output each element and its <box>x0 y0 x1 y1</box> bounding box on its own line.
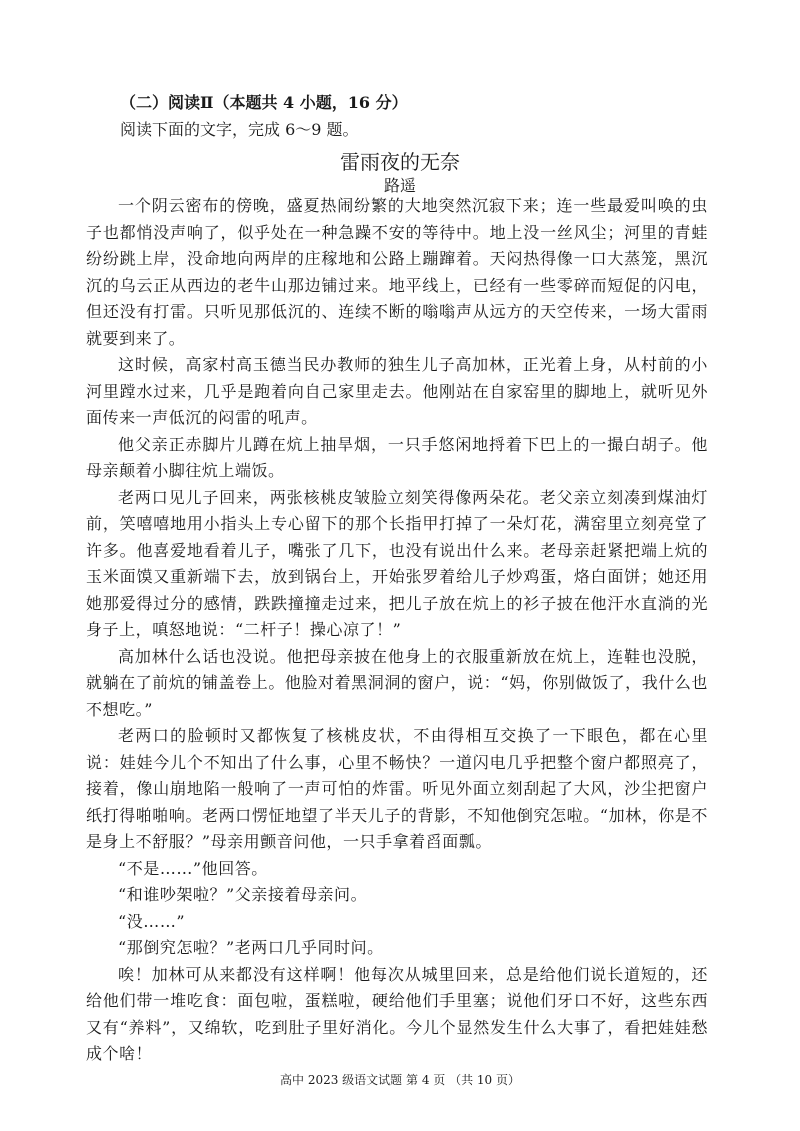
paragraph: 一个阴云密布的傍晚，盛夏热闹纷繁的大地突然沉寂下来；连一些最爱叫唤的虫子也都悄没声响了，似乎处在一种急躁不安的等待中。地上没一丝风尘；河里的青蛙纷纷跳上岸，没命地向两岸的庄稼地和公路上蹦蹿着。天闷热得像一口大蒸笼，黑沉沉的乌云正从西边的老牛山那边铺过来。地平线上，已经有一些零碎而短促的闪电，但还没有打雷。只听见那低沉的、连续不断的嗡嗡声从远方的天空传来，一场大雷雨就要到来了。 <box>86 196 708 348</box>
dialogue-line: “不是……”他回答。 <box>118 858 268 878</box>
article-title: 雷雨夜的无奈 <box>340 150 460 174</box>
reading-instruction: 阅读下面的文字，完成 6～9 题。 <box>120 120 359 139</box>
dialogue-line: “那倒究怎啦？”老两口几乎同时问。 <box>118 938 384 957</box>
paragraph: 唉！加林可从来都没有这样啊！他每次从城里回来，总是给他们说长道短的，还给他们带一堆吃食：面包啦，蛋糕啦，硬给他们手里塞；说他们牙口不好，这些东西又有“养料”，又绵软，吃到肚子里好消化。今儿个显然发生什么大事了，看把娃娃愁成个啥！ <box>86 964 708 1063</box>
paragraph: 他父亲正赤脚片儿蹲在炕上抽旱烟，一只手悠闲地捋着下巴上的一撮白胡子。他母亲颠着小脚往炕上端饭。 <box>86 434 708 480</box>
section-heading: （二）阅读Ⅱ（本题共 4 小题，16 分） <box>120 93 408 112</box>
paragraph: 老两口见儿子回来，两张核桃皮皱脸立刻笑得像两朵花。老父亲立刻凑到煤油灯前，笑嘻嘻地用小指头上专心留下的那个长指甲打掉了一朵灯花，满窑里立刻亮堂了许多。他喜爱地看着儿子，嘴张了几下，也没有说出什么来。老母亲赶紧把端上炕的玉米面馍又重新端下去，放到锅台上，开始张罗着给儿子炒鸡蛋，烙白面饼；她还用她那爱得过分的感情，跌跌撞撞走过来，把儿子放在炕上的衫子披在他汗水直淌的光身子上，嗔怒地说：“二杆子！操心凉了！” <box>86 487 708 639</box>
page-footer: 高中 2023 级语文试题 第 4 页 （共 10 页） <box>280 1073 520 1087</box>
paragraph: 这时候，高家村高玉德当民办教师的独生儿子高加林，正光着上身，从村前的小河里蹚水过来，几乎是跑着向自己家里走去。他刚站在自家窑里的脚地上，就听见外面传来一声低沉的闷雷的吼声。 <box>86 355 708 427</box>
dialogue-line: “没……” <box>118 911 186 931</box>
paragraph: 高加林什么话也没说。他把母亲披在他身上的衣服重新放在炕上，连鞋也没脱，就躺在了前炕的铺盖卷上。他脸对着黑洞洞的窗户，说：“妈，你别做饭了，我什么也不想吃。” <box>86 646 708 719</box>
paragraph: 老两口的脸顿时又都恢复了核桃皮状，不由得相互交换了一下眼色，都在心里说：娃娃今儿个不知出了什么事，心里不畅快？一道闪电几乎把整个窗户都照亮了，接着，像山崩地陷一般响了一声可怕的炸雷。听见外面立刻刮起了大风，沙尘把窗户纸打得啪啪响。老两口愣怔地望了半天儿子的背影，不知他倒究怎啦。“加林，你是不是身上不舒服？”母亲用颤音问他，一只手拿着舀面瓢。 <box>86 726 708 851</box>
dialogue-line: “和谁吵架啦？”父亲接着母亲问。 <box>118 885 368 904</box>
article-author: 路遥 <box>383 176 416 195</box>
article-body <box>86 193 708 1068</box>
